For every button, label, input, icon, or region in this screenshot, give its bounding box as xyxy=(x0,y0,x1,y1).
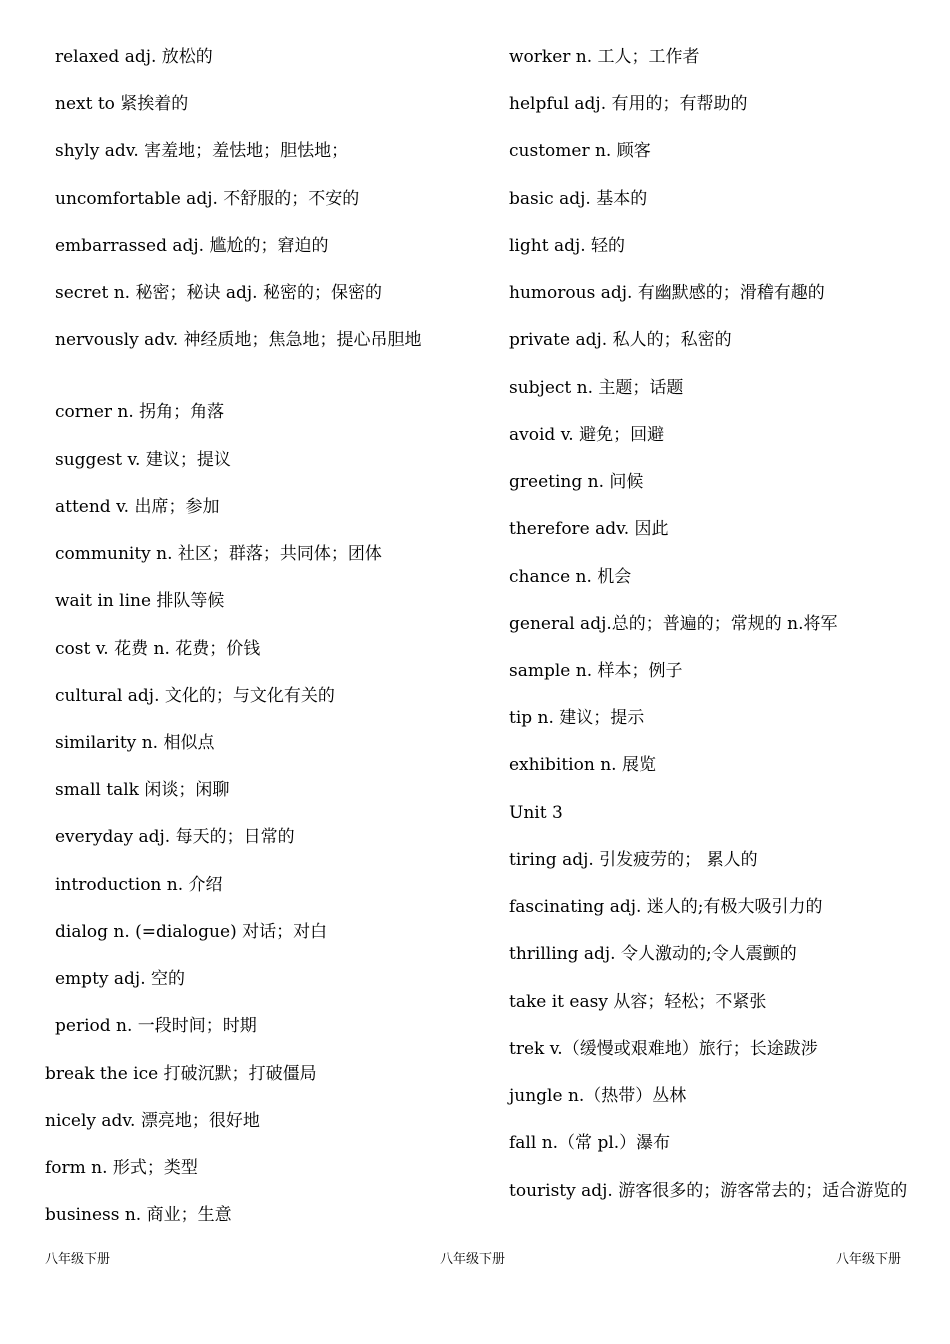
vocab-entry: jungle n.（热带）丛林 xyxy=(509,1086,687,1106)
vocab-entry: community n. 社区；群落；共同体；团体 xyxy=(55,544,382,564)
vocab-entry: tip n. 建议；提示 xyxy=(509,708,645,728)
vocab-entry: next to 紧挨着的 xyxy=(55,94,189,114)
vocab-entry: corner n. 拐角；角落 xyxy=(55,402,225,422)
vocab-entry: basic adj. 基本的 xyxy=(509,189,648,209)
vocab-entry: thrilling adj. 令人激动的;令人震颤的 xyxy=(509,944,797,964)
unit-heading: Unit 3 xyxy=(509,803,563,823)
vocab-entry: attend v. 出席；参加 xyxy=(55,497,220,517)
vocab-entry: sample n. 样本；例子 xyxy=(509,661,683,681)
vocab-entry: nicely adv. 漂亮地；很好地 xyxy=(45,1111,260,1131)
vocab-entry: form n. 形式；类型 xyxy=(45,1158,198,1178)
vocab-entry: similarity n. 相似点 xyxy=(55,733,215,753)
vocab-entry: light adj. 轻的 xyxy=(509,236,626,256)
vocab-entry: suggest v. 建议；提议 xyxy=(55,450,231,470)
vocab-entry: worker n. 工人；工作者 xyxy=(509,47,700,67)
footer-center: 八年级下册 xyxy=(440,1252,506,1267)
vocab-entry: humorous adj. 有幽默感的；滑稽有趣的 xyxy=(509,283,825,303)
footer-left: 八年级下册 xyxy=(45,1252,111,1267)
vocab-entry: trek v.（缓慢或艰难地）旅行；长途跋涉 xyxy=(509,1039,818,1059)
vocab-entry: cost v. 花费 n. 花费；价钱 xyxy=(55,639,261,659)
vocab-entry: avoid v. 避免；回避 xyxy=(509,425,665,445)
vocab-entry: empty adj. 空的 xyxy=(55,969,185,989)
vocab-entry: shyly adv. 害羞地；羞怯地；胆怯地； xyxy=(55,141,349,161)
vocab-entry: chance n. 机会 xyxy=(509,567,632,587)
vocab-entry: small talk 闲谈；闲聊 xyxy=(55,780,230,800)
vocab-entry: relaxed adj. 放松的 xyxy=(55,47,213,67)
vocab-entry: subject n. 主题；话题 xyxy=(509,378,684,398)
vocab-entry: general adj.总的；普遍的；常规的 n.将军 xyxy=(509,614,838,634)
vocab-entry: exhibition n. 展览 xyxy=(509,755,656,775)
vocab-entry: touristy adj. 游客很多的；游客常去的；适合游览的 xyxy=(509,1181,908,1201)
vocab-entry: customer n. 顾客 xyxy=(509,141,651,161)
vocab-entry: helpful adj. 有用的；有帮助的 xyxy=(509,94,748,114)
vocab-entry: wait in line 排队等候 xyxy=(55,591,225,611)
vocab-entry: cultural adj. 文化的；与文化有关的 xyxy=(55,686,335,706)
vocab-entry: private adj. 私人的；私密的 xyxy=(509,330,732,350)
vocab-entry: nervously adv. 神经质地；焦急地；提心吊胆地 xyxy=(55,330,422,350)
vocab-entry: business n. 商业；生意 xyxy=(45,1205,232,1225)
vocab-entry: therefore adv. 因此 xyxy=(509,519,669,539)
vocab-entry: embarrassed adj. 尴尬的；窘迫的 xyxy=(55,236,329,256)
vocab-entry: greeting n. 问候 xyxy=(509,472,644,492)
vocab-entry: secret n. 秘密；秘诀 adj. 秘密的；保密的 xyxy=(55,283,382,303)
vocab-entry: fascinating adj. 迷人的;有极大吸引力的 xyxy=(509,897,823,917)
vocab-entry: introduction n. 介绍 xyxy=(55,875,223,895)
footer-right: 八年级下册 xyxy=(836,1252,902,1267)
vocab-entry: tiring adj. 引发疲劳的； 累人的 xyxy=(509,850,758,870)
vocab-entry: dialog n. (=dialogue) 对话；对白 xyxy=(55,922,328,942)
vocab-entry: uncomfortable adj. 不舒服的；不安的 xyxy=(55,189,360,209)
vocab-entry: everyday adj. 每天的；日常的 xyxy=(55,827,295,847)
vocab-entry: take it easy 从容；轻松；不紧张 xyxy=(509,992,767,1012)
vocab-entry: break the ice 打破沉默；打破僵局 xyxy=(45,1064,317,1084)
vocab-entry: fall n.（常 pl.）瀑布 xyxy=(509,1133,671,1153)
vocab-entry: period n. 一段时间；时期 xyxy=(55,1016,257,1036)
